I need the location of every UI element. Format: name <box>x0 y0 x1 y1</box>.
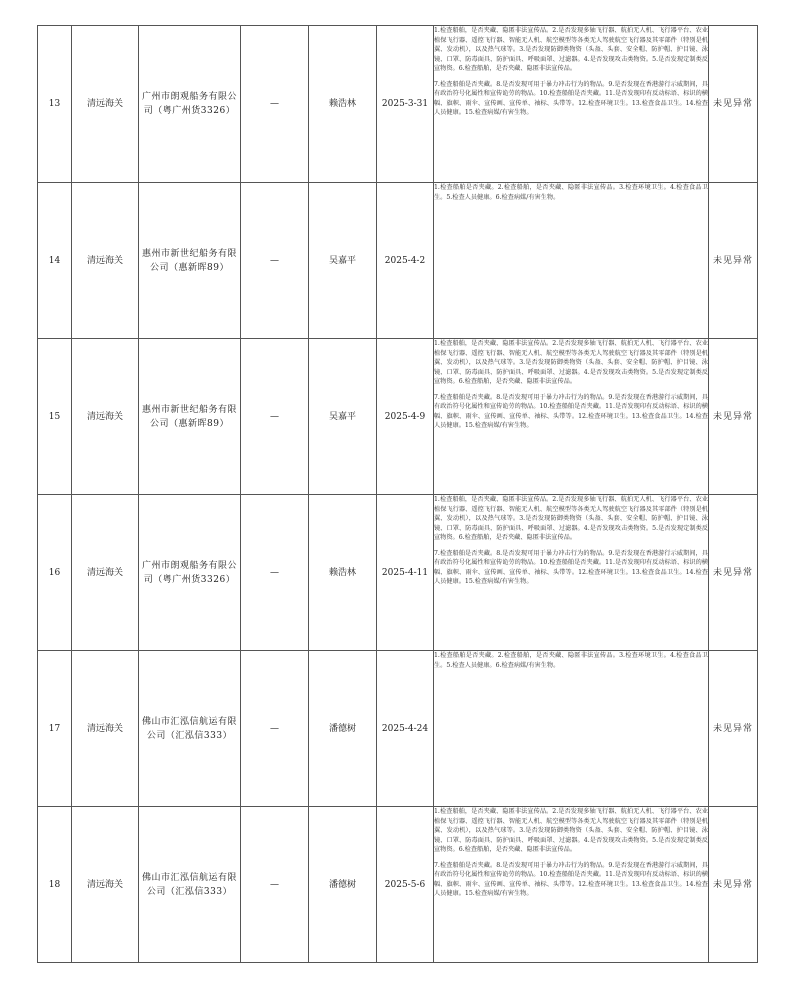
inspector-name: 吴嘉平 <box>309 183 377 339</box>
inspection-records-table <box>37 25 758 963</box>
inspection-date: 2025-3-31 <box>377 26 434 183</box>
customs-office: 清远海关 <box>72 26 139 183</box>
inspection-items-part-1: 1.检查船舶是否夹藏。2.检查船舶，是否夹藏、隐匿非法宣传品。3.检查环境卫生。4.检查食品卫生。5.检查人员健康。6.检查病媒/有害生物。 <box>434 184 708 201</box>
records-body <box>38 26 758 963</box>
inspection-items <box>434 495 709 651</box>
inspector-name: 赖浩林 <box>309 26 377 183</box>
inspection-result: 未见异常 <box>709 183 758 339</box>
customs-office: 清远海关 <box>72 807 139 963</box>
empty-dash: — <box>241 183 309 339</box>
company-name: 惠州市新世纪船务有限公司（惠新晖89） <box>139 183 241 339</box>
inspection-items-part-2: 7.检查船舶是否夹藏。8.是否发现可用于暴力冲击行为的物品。9.是否发现在香港游行示威期间，具有政治符号化属性和宣传诡劳的物品。10.检查船舶是否夹藏。11.是否发现印有反动标语、标识的横幅、旗帜、雨伞、宣传画、宣传单、袖标、头带等。12.检查环境卫生。13.检查食品卫生。14.检查人员健康。15.检查病媒/有害生物。 <box>434 80 708 116</box>
empty-dash: — <box>241 651 309 807</box>
inspector-name: 吴嘉平 <box>309 339 377 495</box>
inspection-items <box>434 651 709 807</box>
inspection-items <box>434 339 709 495</box>
inspection-items-part-1: 1.检查船舶，是否夹藏、隐匿非法宣传品。2.是否发现多轴飞行器、航拍无人机、飞行器平台、农业植保飞行器、遥控飞行器、智能无人机、航空模型等各类无人驾驶航空飞行器及其零部件（特别是机翼、发动机），以及热气球等。3.是否发现防御类物资（头盔、头套、安全帽、防护帽、护目镜、泳镜、口罩、防毒面具、防护面具、呼吸面罩、过滤器。4.是否发现攻击类物资。5.是否发现定制类反宣物资。6.检查船舶，是否夹藏、隐匿非法宣传品。 <box>434 27 708 72</box>
customs-office: 清远海关 <box>72 651 139 807</box>
inspection-result: 未见异常 <box>709 651 758 807</box>
inspection-items <box>434 26 709 183</box>
paragraph-gap <box>434 387 708 393</box>
row-number: 17 <box>38 651 72 807</box>
table-row <box>38 183 758 339</box>
customs-office: 清远海关 <box>72 339 139 495</box>
empty-dash: — <box>241 26 309 183</box>
inspection-items-part-1: 1.检查船舶，是否夹藏、隐匿非法宣传品。2.是否发现多轴飞行器、航拍无人机、飞行器平台、农业植保飞行器、遥控飞行器、智能无人机、航空模型等各类无人驾驶航空飞行器及其零部件（特别是机翼、发动机），以及热气球等。3.是否发现防御类物资（头盔、头套、安全帽、防护帽、护目镜、泳镜、口罩、防毒面具、防护面具、呼吸面罩、过滤器。4.是否发现攻击类物资。5.是否发现定制类反宣物资。6.检查船舶，是否夹藏、隐匿非法宣传品。 <box>434 808 708 853</box>
inspection-items <box>434 183 709 339</box>
table-row <box>38 339 758 495</box>
empty-dash: — <box>241 807 309 963</box>
row-number: 18 <box>38 807 72 963</box>
inspection-items-part-1: 1.检查船舶，是否夹藏、隐匿非法宣传品。2.是否发现多轴飞行器、航拍无人机、飞行器平台、农业植保飞行器、遥控飞行器、智能无人机、航空模型等各类无人驾驶航空飞行器及其零部件（特别是机翼、发动机），以及热气球等。3.是否发现防御类物资（头盔、头套、安全帽、防护帽、护目镜、泳镜、口罩、防毒面具、防护面具、呼吸面罩、过滤器。4.是否发现攻击类物资。5.是否发现定制类反宣物资。6.检查船舶，是否夹藏、隐匿非法宣传品。 <box>434 496 708 541</box>
row-number: 13 <box>38 26 72 183</box>
row-number: 14 <box>38 183 72 339</box>
empty-dash: — <box>241 339 309 495</box>
paragraph-gap <box>434 543 708 549</box>
paragraph-gap <box>434 855 708 861</box>
inspection-result: 未见异常 <box>709 26 758 183</box>
inspector-name: 潘德树 <box>309 807 377 963</box>
company-name: 惠州市新世纪船务有限公司（惠新晖89） <box>139 339 241 495</box>
customs-office: 清远海关 <box>72 495 139 651</box>
table-row <box>38 807 758 963</box>
inspector-name: 赖浩林 <box>309 495 377 651</box>
row-number: 15 <box>38 339 72 495</box>
inspection-date: 2025-4-2 <box>377 183 434 339</box>
table-row <box>38 26 758 183</box>
table-row <box>38 495 758 651</box>
table-row <box>38 651 758 807</box>
company-name: 广州市朗观船务有限公司（粤广州货3326） <box>139 26 241 183</box>
company-name: 佛山市汇泓信航运有限公司（汇泓信333） <box>139 807 241 963</box>
inspection-result: 未见异常 <box>709 495 758 651</box>
empty-dash: — <box>241 495 309 651</box>
inspector-name: 潘德树 <box>309 651 377 807</box>
inspection-result: 未见异常 <box>709 807 758 963</box>
inspection-items-part-2: 7.检查船舶是否夹藏。8.是否发现可用于暴力冲击行为的物品。9.是否发现在香港游行示威期间，具有政治符号化属性和宣传诡劳的物品。10.检查船舶是否夹藏。11.是否发现印有反动标语、标识的横幅、旗帜、雨伞、宣传画、宣传单、袖标、头带等。12.检查环境卫生。13.检查食品卫生。14.检查人员健康。15.检查病媒/有害生物。 <box>434 549 708 585</box>
company-name: 佛山市汇泓信航运有限公司（汇泓信333） <box>139 651 241 807</box>
inspection-items-part-2: 7.检查船舶是否夹藏。8.是否发现可用于暴力冲击行为的物品。9.是否发现在香港游行示威期间，具有政治符号化属性和宣传诡劳的物品。10.检查船舶是否夹藏。11.是否发现印有反动标语、标识的横幅、旗帜、雨伞、宣传画、宣传单、袖标、头带等。12.检查环境卫生。13.检查食品卫生。14.检查人员健康。15.检查病媒/有害生物。 <box>434 393 708 429</box>
inspection-items-part-1: 1.检查船舶，是否夹藏、隐匿非法宣传品。2.是否发现多轴飞行器、航拍无人机、飞行器平台、农业植保飞行器、遥控飞行器、智能无人机、航空模型等各类无人驾驶航空飞行器及其零部件（特别是机翼、发动机），以及热气球等。3.是否发现防御类物资（头盔、头套、安全帽、防护帽、护目镜、泳镜、口罩、防毒面具、防护面具、呼吸面罩、过滤器。4.是否发现攻击类物资。5.是否发现定制类反宣物资。6.检查船舶，是否夹藏、隐匿非法宣传品。 <box>434 340 708 385</box>
paragraph-gap <box>434 74 708 80</box>
inspection-result: 未见异常 <box>709 339 758 495</box>
inspection-items-part-2: 7.检查船舶是否夹藏。8.是否发现可用于暴力冲击行为的物品。9.是否发现在香港游行示威期间，具有政治符号化属性和宣传诡劳的物品。10.检查船舶是否夹藏。11.是否发现印有反动标语、标识的横幅、旗帜、雨伞、宣传画、宣传单、袖标、头带等。12.检查环境卫生。13.检查食品卫生。14.检查人员健康。15.检查病媒/有害生物。 <box>434 861 708 897</box>
inspection-items-part-1: 1.检查船舶是否夹藏。2.检查船舶，是否夹藏、隐匿非法宣传品。3.检查环境卫生。4.检查食品卫生。5.检查人员健康。6.检查病媒/有害生物。 <box>434 652 708 669</box>
company-name: 广州市朗观船务有限公司（粤广州货3326） <box>139 495 241 651</box>
row-number: 16 <box>38 495 72 651</box>
inspection-date: 2025-4-9 <box>377 339 434 495</box>
inspection-date: 2025-4-24 <box>377 651 434 807</box>
inspection-items <box>434 807 709 963</box>
inspection-date: 2025-5-6 <box>377 807 434 963</box>
customs-office: 清远海关 <box>72 183 139 339</box>
inspection-date: 2025-4-11 <box>377 495 434 651</box>
